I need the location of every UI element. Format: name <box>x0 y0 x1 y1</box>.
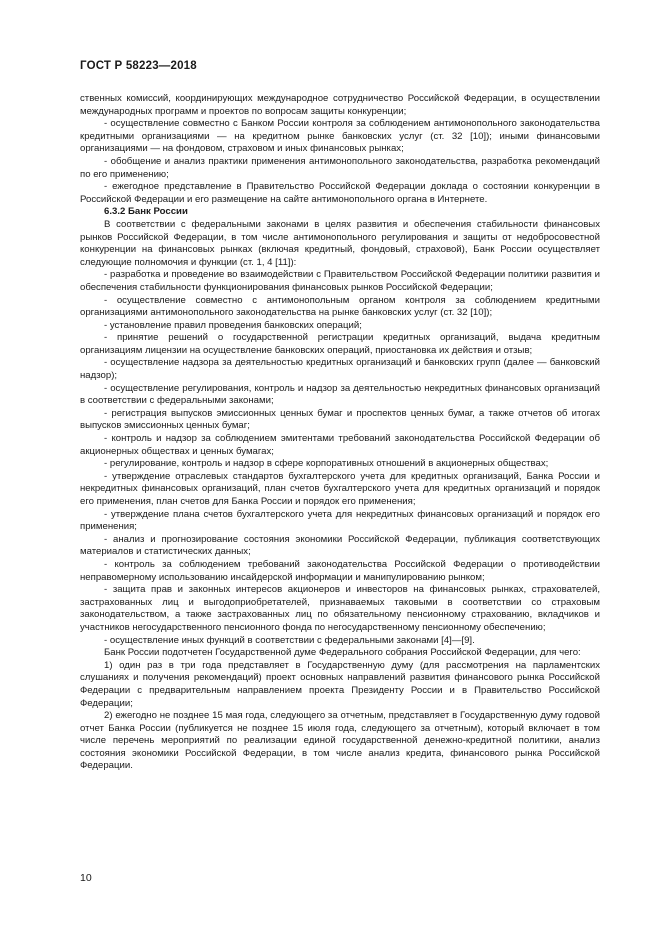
section-heading: 6.3.2 Банк России <box>104 206 188 218</box>
paragraph: - принятие решений о государственной регистрации кредитных организаций, выдача кредитным организациям лицензии на осуществление банковских операций, приостановка их действия и отзыв; <box>80 332 600 356</box>
document-header: ГОСТ Р 58223—2018 <box>80 60 197 72</box>
paragraph: 1) один раз в три года представляет в Государственную думу (для рассмотрения на парламентских слушаниях и получения рекомендаций) проект основных направлений развития финансового рынка Российской Федерации с предварительным направлением проекта Президенту России и в Правительство Российской Федерации; <box>80 659 600 709</box>
paragraph: - осуществление иных функций в соответствии с федеральными законами [4]—[9]. <box>104 634 475 646</box>
paragraph: - утверждение отраслевых стандартов бухгалтерского учета для кредитных организаций, Банка России и некредитных финансовых организаций, план счетов бухгалтерского учета для кредитных организаций и порядок его применения, план счетов для Банка России и порядок его применения; <box>80 470 600 507</box>
paragraph: - ежегодное представление в Правительство Российской Федерации доклада о состоянии конкуренции в Российской Федерации и его размещение на сайте антимонопольного органа в Интернете. <box>80 181 600 205</box>
paragraph: - защита прав и законных интересов акционеров и инвесторов на финансовых рынках, страхователей, застрахованных лиц и выгодоприобретателей, признаваемых таковыми в соответствии со страховым законодательством, а также застрахованных лиц по обязательному пенсионному страхованию, вкладчиков и участников негосударственного пенсионного фонда по негосударственному пенсионному обеспечению; <box>80 584 600 633</box>
paragraph: 2) ежегодно не позднее 15 мая года, следующего за отчетным, представляет в Государственную думу годовой отчет Банка России (публикуется не позднее 15 июля года, следующего за отчетным), который включает в том числе перечень мероприятий по реализации единой государственной денежно-кредитной политики, анализ состояния экономики Российской Федерации, в том числе анализ кредита, финансового рынка Российской Федерации. <box>80 710 600 772</box>
paragraph: - контроль и надзор за соблюдением эмитентами требований законодательства Российской Федерации об акционерных обществах и ценных бумагах; <box>80 433 600 457</box>
paragraph: - установление правил проведения банковских операций; <box>104 319 362 331</box>
paragraph: - утверждение плана счетов бухгалтерского учета для некредитных финансовых организаций и порядок его применения; <box>80 508 600 533</box>
paragraph: - осуществление регулирования, контроль и надзор за деятельностью некредитных финансовых организаций в соответствии с федеральными законами; <box>80 382 600 407</box>
paragraph: - осуществление надзора за деятельностью кредитных организаций и банковских групп (далее — банковский надзор); <box>80 357 600 382</box>
paragraph: Банк России подотчетен Государственной думе Федерального собрания Российской Федерации, для чего: <box>104 647 581 659</box>
paragraph: - осуществление совместно с Банком России контроля за соблюдением антимонопольного законодательства кредитными организациями — на кредитном рынке банковских услуг (ст. 32 [10]); иными финансовыми организациями — на фондовом, страховом и иных финансовых рынках; <box>80 118 600 155</box>
paragraph: - контроль за соблюдением требований законодательства Российской Федерации о противодействии неправомерному использованию инсайдерской информации и манипулированию рынком; <box>80 558 600 583</box>
paragraph: - регистрация выпусков эмиссионных ценных бумаг и проспектов ценных бумаг, а также отчетов об итогах выпусков эмиссионных ценных бумаг; <box>80 407 600 432</box>
paragraph: - обобщение и анализ практики применения антимонопольного законодательства, разработка рекомендаций по его применению; <box>80 155 600 180</box>
paragraph: - анализ и прогнозирование состояния экономики Российской Федерации, публикация соответствующих материалов и статистических данных; <box>80 533 600 558</box>
paragraph: - осуществление совместно с антимонопольным органом контроля за соблюдением кредитными организациями антимонопольного законодательства на рынке банковских услуг (ст. 32 [10]); <box>80 294 600 319</box>
paragraph: - регулирование, контроль и надзор в сфере корпоративных отношений в акционерных обществах; <box>104 458 549 470</box>
page-number: 10 <box>80 872 92 884</box>
paragraph: - разработка и проведение во взаимодействии с Правительством Российской Федерации политики развития и обеспечения стабильности функционирования финансовых рынков Российской Федерации; <box>80 269 600 293</box>
paragraph: ственных комиссий, координирующих международное сотрудничество Российской Федерации, в осуществлении международных программ и проектов по вопросам защиты конкуренции; <box>80 93 600 117</box>
document-body <box>80 93 600 773</box>
paragraph: В соответствии с федеральными законами в целях развития и обеспечения стабильности финансовых рынков Российской Федерации, в том числе антимонопольного регулирования и защиты от недобросовестной конкуренции на финансовых рынках (включая кредитный, фондовый, страховой), Банк России осуществляет следующие полномочия и функции (ст. 1, 4 [11]): <box>80 218 600 268</box>
